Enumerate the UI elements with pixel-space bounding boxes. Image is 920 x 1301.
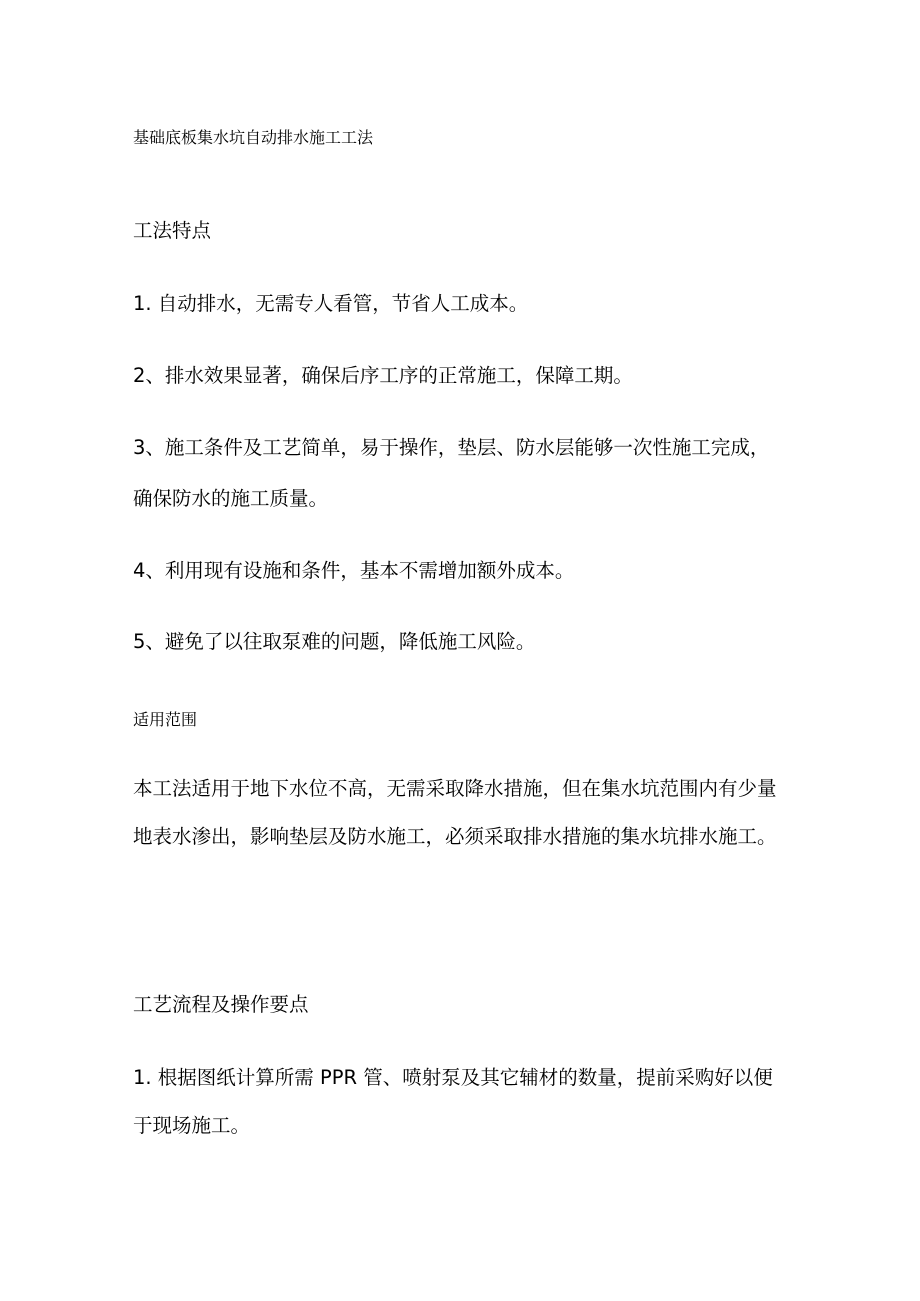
- section-heading-process: 工艺流程及操作要点: [133, 993, 309, 1016]
- feature-item-5: 5、避免了以往取泵难的问题，降低施工风险。: [133, 630, 536, 653]
- document-title: 基础底板集水坑自动排水施工工法: [133, 128, 374, 147]
- scope-paragraph-line-2: 地表水渗出，影响垫层及防水施工，必须采取排水措施的集水坑排水施工。: [133, 825, 777, 848]
- feature-item-1: 1. 自动排水，无需专人看管，节省人工成本。: [133, 292, 529, 315]
- section-heading-scope: 适用范围: [133, 710, 198, 729]
- process-item-1-line-2: 于现场施工。: [133, 1114, 251, 1137]
- section-heading-features: 工法特点: [133, 219, 212, 242]
- feature-item-3-line-1: 3、施工条件及工艺简单，易于操作，垫层、防水层能够一次性施工完成，: [133, 436, 770, 459]
- feature-item-3-line-2: 确保防水的施工质量。: [133, 487, 329, 510]
- scope-paragraph-line-1: 本工法适用于地下水位不高，无需采取降水措施，但在集水坑范围内有少量: [133, 777, 777, 800]
- feature-item-2: 2、排水效果显著，确保后序工序的正常施工，保障工期。: [133, 364, 633, 387]
- process-item-1-line-1: 1. 根据图纸计算所需 PPR 管、喷射泵及其它辅材的数量，提前采购好以便: [133, 1066, 773, 1089]
- feature-item-4: 4、利用现有设施和条件，基本不需增加额外成本。: [133, 559, 575, 582]
